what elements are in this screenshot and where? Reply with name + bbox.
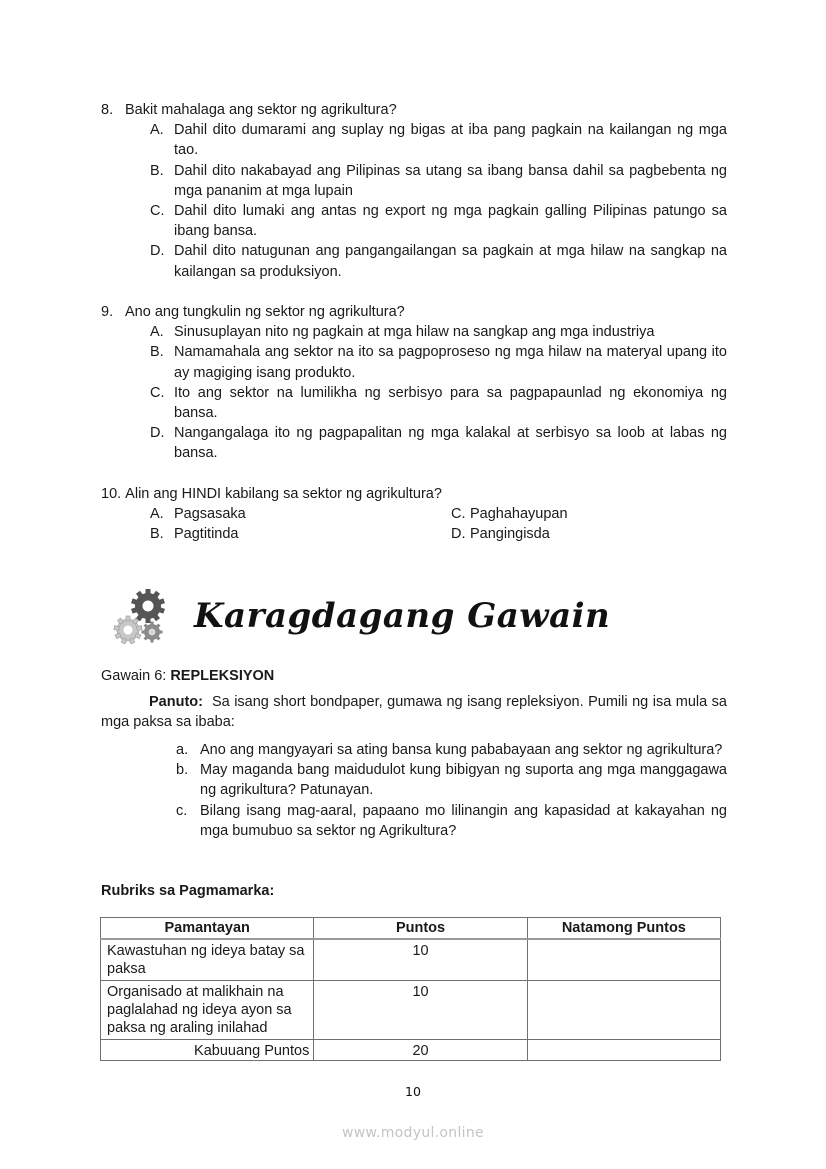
section-title: Karagdagang Gawain [194, 596, 611, 636]
activity-label: Gawain 6: [101, 668, 171, 684]
table-header-row [101, 918, 721, 940]
column-header: Pamantayan [101, 918, 314, 940]
question-9 [101, 302, 727, 464]
rubric-label: Rubriks sa Pagmamarka: [101, 883, 275, 899]
option-b: B. Namamahala ang sektor na ito sa pagpoproseso ng mga hilaw na materyal upang ito ay magiging isang produkto. [150, 344, 727, 381]
activity-heading [101, 666, 274, 686]
earned-points-cell [527, 981, 720, 1040]
instructions-text: Sa isang short bondpaper, gumawa ng isang repleksiyon. Pumili ng isa mula sa mga paksa sa ibaba: [101, 694, 732, 731]
table-row [101, 981, 721, 1040]
option-b: B. Dahil dito nakabayad ang Pilipinas sa utang sa ibang bansa dahil sa pagbebenta ng mga pananim at mga lupain [150, 162, 727, 199]
points-cell: 10 [314, 981, 527, 1040]
total-points: 20 [314, 1040, 527, 1061]
option-d: D. Pangingisda [451, 526, 550, 543]
topic-list [176, 740, 727, 841]
option-b: B. Pagtitinda [150, 526, 239, 543]
watermark: www.modyul.online [342, 1125, 484, 1141]
question-stem: Ano ang tungkulin ng sektor ng agrikultura? [125, 304, 405, 320]
earned-points-cell [527, 939, 720, 981]
question-stem: Alin ang HINDI kabilang sa sektor ng agrikultura? [125, 486, 442, 502]
activity-title: REPLEKSIYON [170, 668, 275, 684]
section-banner [112, 584, 610, 648]
option-a: A. Pagsasaka [150, 506, 246, 523]
option-d: D. Nangangalaga ito ng pagpapalitan ng mga kalakal at serbisyo sa loob at labas ng bansa. [150, 425, 727, 462]
option-c: C. Ito ang sektor na lumilikha ng serbisyo para sa pagpapaunlad ng ekonomiya ng bansa. [150, 384, 727, 422]
column-header: Natamong Puntos [527, 918, 720, 940]
question-8 [101, 100, 727, 282]
question-10 [101, 484, 727, 545]
column-header: Puntos [314, 918, 527, 940]
question-number: 8. [101, 102, 114, 118]
points-cell: 10 [314, 939, 527, 981]
table-row [101, 939, 721, 981]
total-label: Kabuuang Puntos [101, 1040, 314, 1061]
question-number: 9. [101, 304, 114, 320]
option-c: C. Dahil dito lumaki ang antas ng export ng mga pagkain galling Pilipinas patungo sa ibang bansa. [150, 203, 727, 240]
topic-item: b. May maganda bang maidudulot kung bibigyan ng suporta ang mga manggagawa ng agrikultura? Patunayan. [176, 762, 727, 799]
instructions-label: Panuto: [149, 694, 203, 710]
page-number: 10 [405, 1084, 421, 1099]
topic-item: a. Ano ang mangyayari sa ating bansa kung pababayaan ang sektor ng agrikultura? [176, 742, 723, 758]
criterion-cell: Organisado at malikhain na paglalahad ng ideya ayon sa paksa ng araling inilahad [101, 981, 314, 1040]
total-row [101, 1040, 721, 1061]
criterion-cell: Kawastuhan ng ideya batay sa paksa [101, 939, 314, 981]
instructions [101, 692, 732, 732]
question-number: 10. [101, 486, 122, 502]
question-stem: Bakit mahalaga ang sektor ng agrikultura? [125, 102, 397, 118]
topic-item: c. Bilang isang mag-aaral, papaano mo lilinangin ang kapasidad at kakayahan ng mga bumubuo sa sektor ng Agrikultura? [176, 802, 727, 839]
gears-icon [112, 586, 172, 646]
option-d: D. Dahil dito natugunan ang pangangailangan sa pagkain at mga hilaw na sangkap na kailangan sa produksiyon. [150, 243, 727, 280]
rubric-table [100, 917, 721, 1061]
option-a: A. Sinusuplayan nito ng pagkain at mga hilaw na sangkap ang mga industriya [150, 324, 655, 341]
total-earned-cell [527, 1040, 720, 1061]
option-a: A. Dahil dito dumarami ang suplay ng bigas at iba pang pagkain na kailangan ng mga tao. [150, 122, 727, 159]
option-c: C. Paghahayupan [451, 506, 568, 523]
